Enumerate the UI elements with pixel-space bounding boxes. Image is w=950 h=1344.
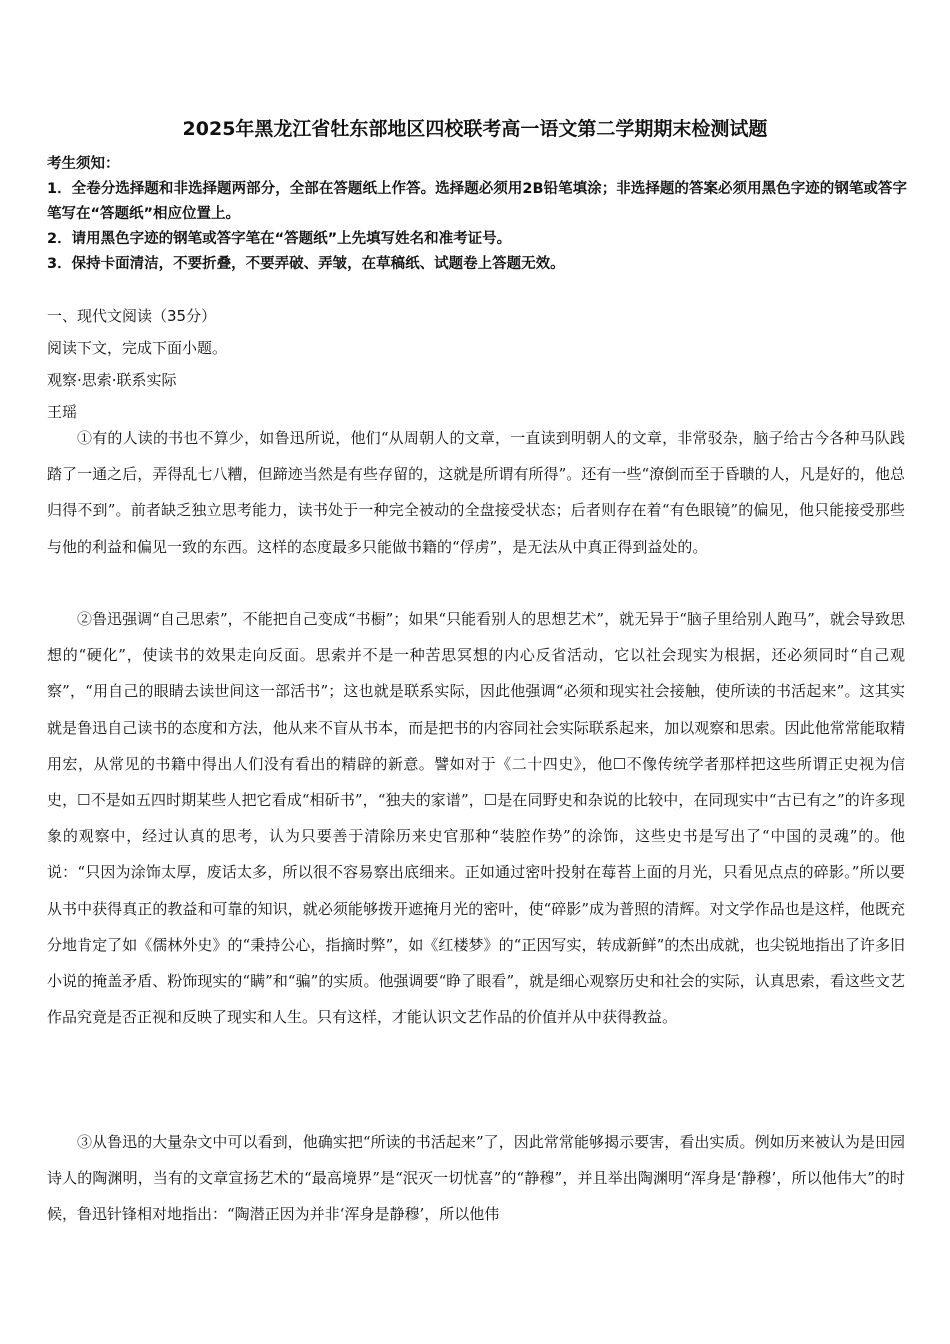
article-author: 王瑶: [47, 403, 78, 421]
notice-item-1: 1．全卷分选择题和非选择题两部分，全部在答题纸上作答。选择题必须用2B铅笔填涂；非选择题的答案必须用黑色字迹的钢笔或答字笔写在“答题纸”相应位置上。: [47, 181, 907, 222]
notice-item-3: 3．保持卡面清洁，不要折叠，不要弄破、弄皱，在草稿纸、试题卷上答题无效。: [47, 256, 565, 272]
page-title: 2025年黑龙江省牡东部地区四校联考高一语文第二学期期末检测试题: [182, 118, 768, 140]
reading-instruction: 阅读下文，完成下面小题。: [47, 339, 228, 357]
article-paragraph-3: ③从鲁迅的大量杂文中可以看到，他确实把“所读的书活起来”了，因此常常能够揭示要害，看出实质。例如历来被认为是田园诗人的陶渊明，当有的文章宣扬艺术的“最高境界”是“泯灭一切忧喜”的“静穆”，并且举出陶渊明“浑身是‘静穆’，所以他伟大”的时候，鲁迅针锋相对地指出：“陶潜正因为并非‘浑身是静穆’，所以他伟: [47, 1133, 905, 1224]
reading-section: [47, 300, 907, 428]
section-heading: 一、现代文阅读（35分）: [47, 307, 217, 325]
exam-notice: [47, 152, 907, 277]
notice-item-2: 2．请用黑色字迹的钢笔或答字笔在“答题纸”上先填写姓名和准考证号。: [47, 231, 512, 247]
article-paragraph-1: ①有的人读的书也不算少，如鲁迅所说，他们“从周朝人的文章，一直读到明朝人的文章，非常驳杂，脑子给古今各种马队践踏了一通之后，弄得乱七八糟，但蹄迹当然是有些存留的，这就是所谓有所得”。还有一些“潦倒而至于昏聩的人，凡是好的，他总归得不到”。前者缺乏独立思考能力，读书处于一种完全被动的全盘接受状态；后者则存在着“有色眼镜”的偏见，他只能接受那些与他的利益和偏见一致的东西。这样的态度最多只能做书籍的“俘虏”，是无法从中真正得到益处的。: [47, 429, 905, 556]
notice-heading: 考生须知：: [47, 156, 120, 172]
article-title: 观察·思索·联系实际: [47, 371, 177, 389]
article-paragraph-2: ②鲁迅强调“自己思索”，不能把自己变成“书橱”；如果“只能看别人的思想艺术”，就无异于“脑子里给别人跑马”，就会导致思想的“硬化”，使读书的效果走向反面。思索并不是一种苦思冥想的内心反省活动，它以社会现实为根据，还必须同时“自己观察”，“用自己的眼睛去读世间这一部活书”；这也就是联系实际，因此他强调“必须和现实社会接触，使所读的书活起来”。这其实就是鲁迅自己读书的态度和方法，他从来不盲从书本，而是把书的内容同社会实际联系起来，加以观察和思索。因此他常常能取精用宏，从常见的书籍中得出人们没有看出的精辟的新意。譬如对于《二十四史》，他☐不像传统学者那样把这些所谓正史视为信史，☐不是如五四时期某些人把它看成“相斫书”，“独夫的家谱”，☐是在同野史和杂说的比较中，在同现实中“古已有之”的许多现象的观察中，经过认真的思考，认为只要善于清除历来史官那种“装腔作势”的涂饰，这些史书是写出了“中国的灵魂”的。他说：“只因为涂饰太厚，废话太多，所以很不容易察出底细来。正如通过密叶投射在莓苔上面的月光，只看见点点的碎影。”所以要从书中获得真正的教益和可靠的知识，就必须能够拨开遮掩月光的密叶，使“碎影”成为普照的清辉。对文学作品也是这样，他既充分地肯定了如《儒林外史》的“秉持公心，指摘时弊”，如《红楼梦》的“正因写实，转成新鲜”的杰出成就，也尖锐地指出了许多旧小说的掩盖矛盾、粉饰现实的“瞒”和“骗”的实质。他强调要“睁了眼看”，就是细心观察历史和社会的实际，认真思索，看这些文艺作品究竟是否正视和反映了现实和人生。只有这样，才能认识文艺作品的价值并从中获得教益。: [47, 610, 905, 1027]
